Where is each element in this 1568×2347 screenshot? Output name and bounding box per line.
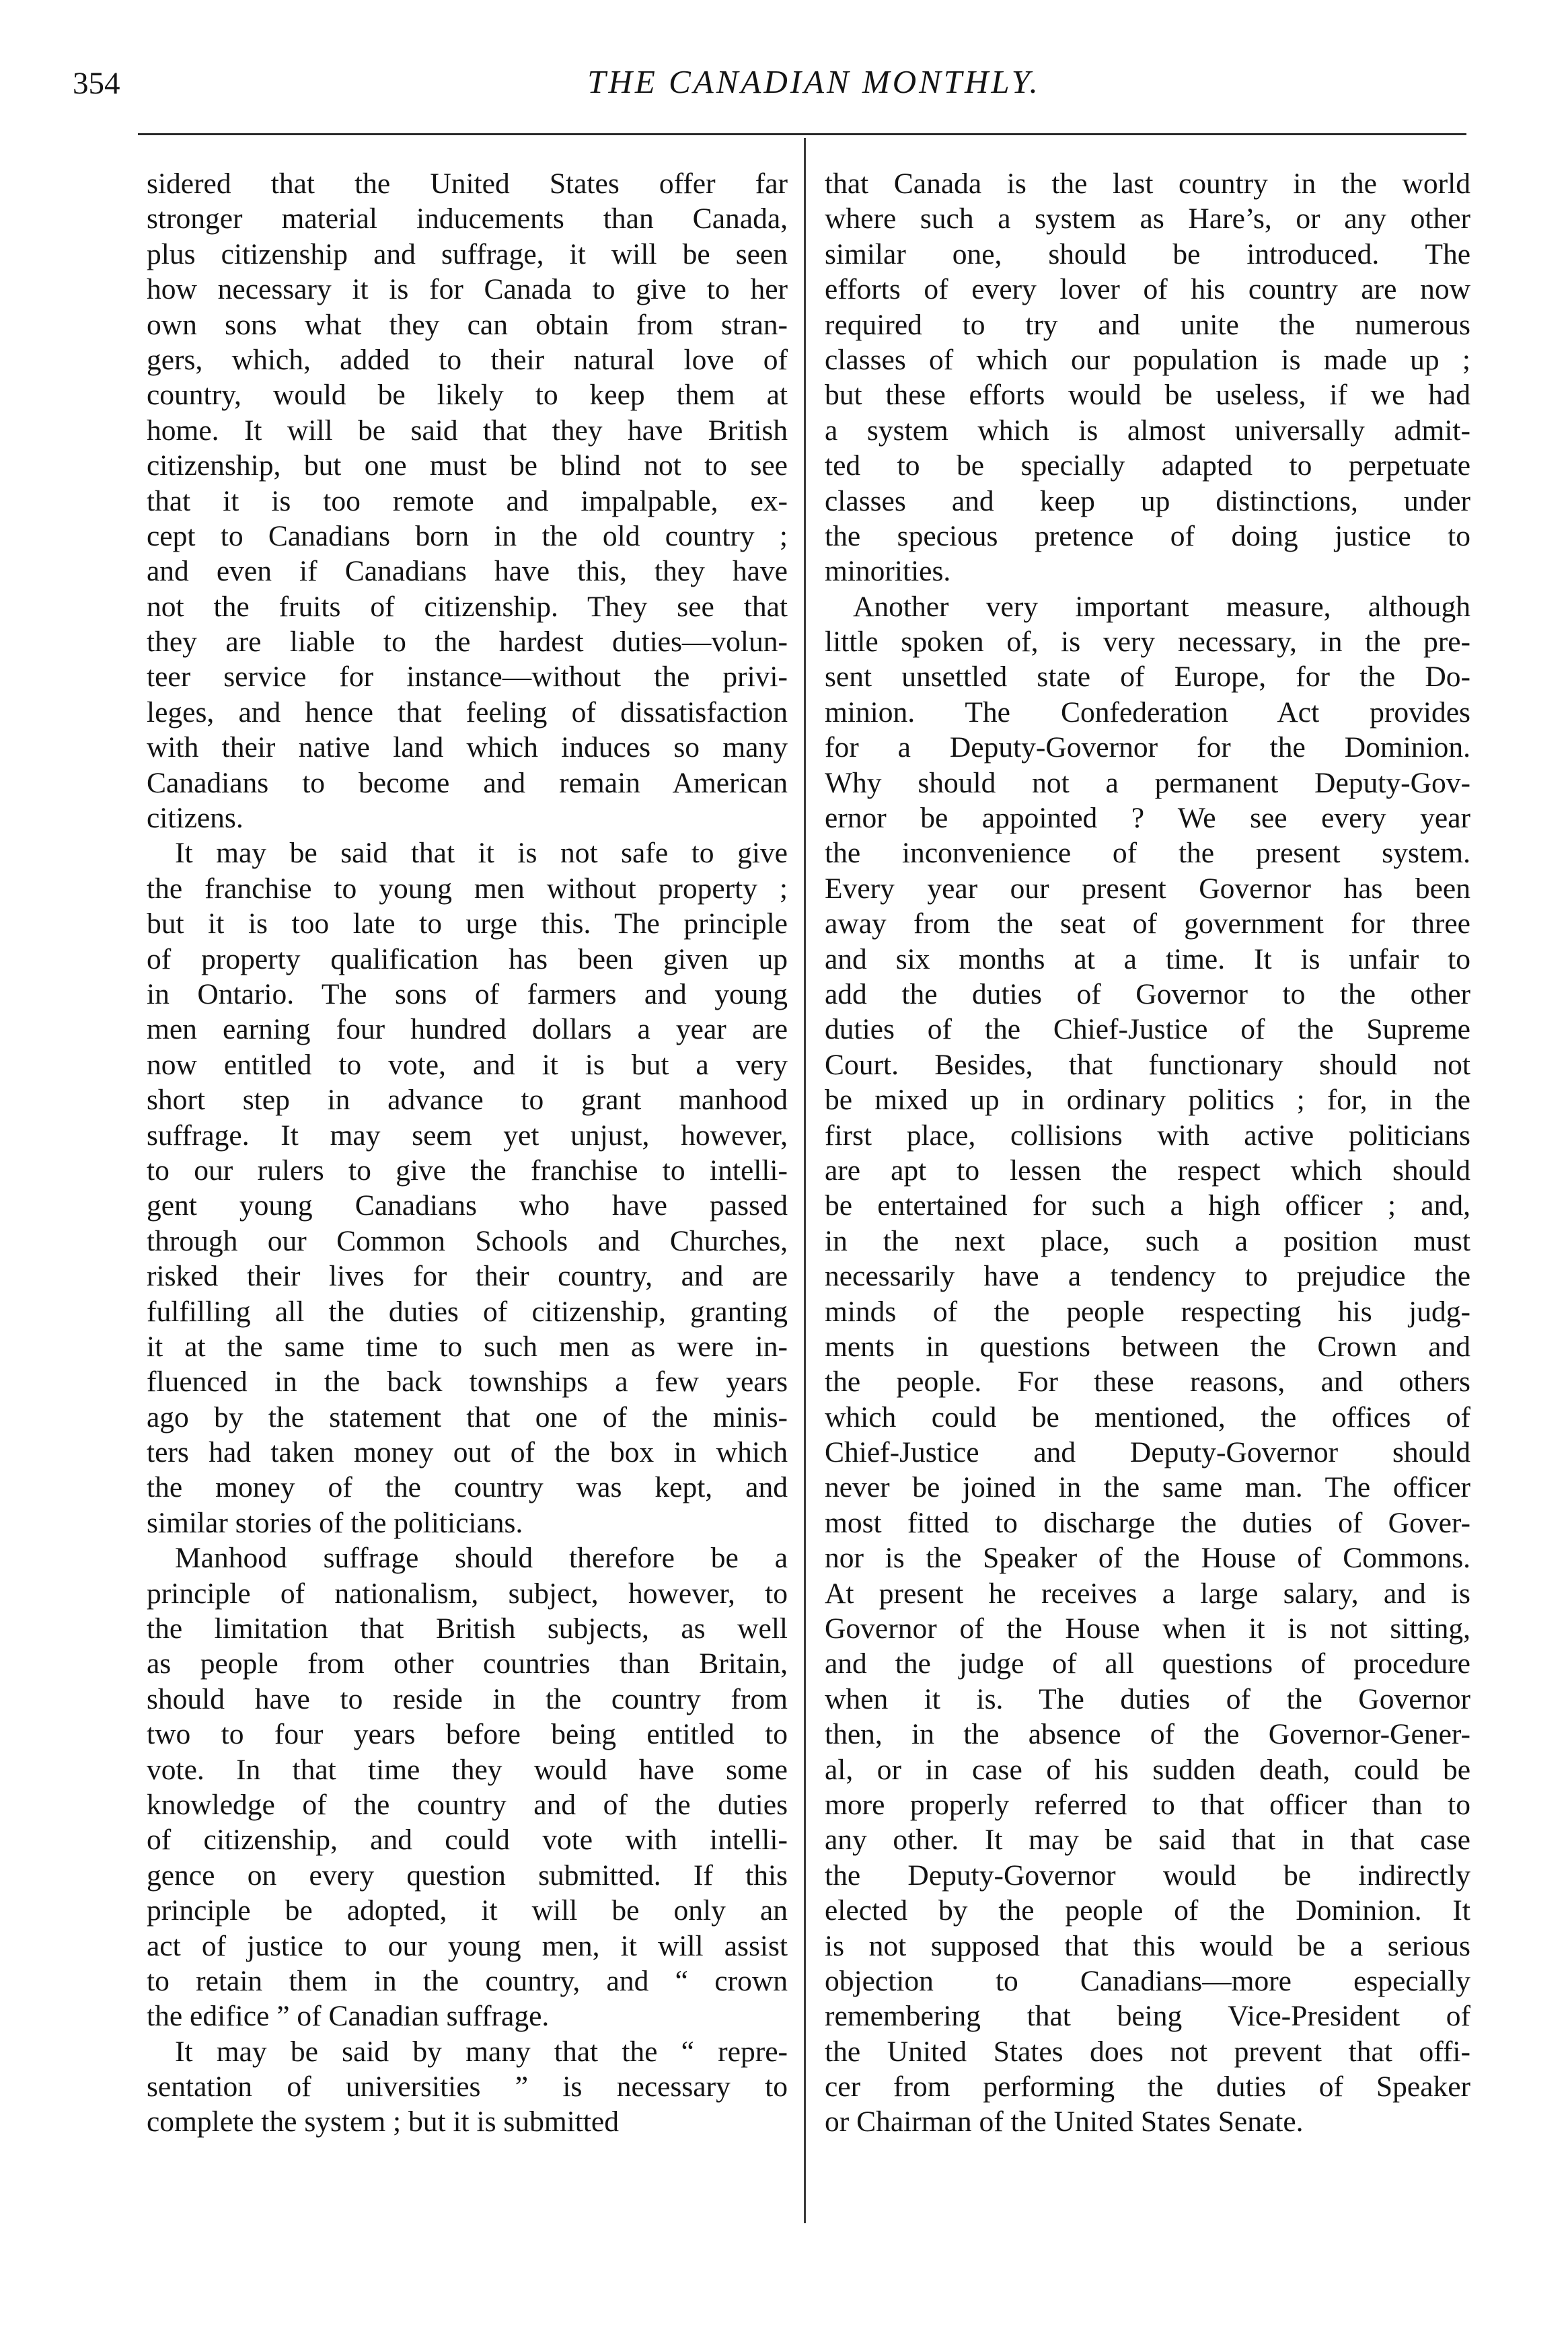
text-line: that Canada is the last country in the world — [825, 167, 1470, 200]
column-divider — [804, 138, 806, 2223]
text-line: little spoken of, is very necessary, in the pre- — [825, 626, 1470, 659]
text-line: and the judge of all questions of procedure — [825, 1647, 1470, 1680]
text-line: two to four years before being entitled to — [147, 1718, 788, 1751]
text-line: ago by the statement that one of the minis- — [147, 1401, 788, 1433]
text-line: a system which is almost universally admit- — [825, 414, 1470, 447]
text-line: similar stories of the politicians. — [147, 1506, 523, 1539]
text-line: Court. Besides, that functionary should not — [825, 1048, 1470, 1081]
text-line: plus citizenship and suffrage, it will be seen — [147, 237, 788, 270]
text-line: Every year our present Governor has been — [825, 872, 1470, 905]
text-line: ernor be appointed ? We see every year — [825, 802, 1470, 835]
text-line: fulfilling all the duties of citizenship, granting — [147, 1295, 788, 1328]
text-line: act of justice to our young men, it will assist — [147, 1929, 788, 1962]
running-title: THE CANADIAN MONTHLY. — [587, 63, 1041, 100]
text-line: teer service for instance—without the privi- — [147, 661, 788, 694]
text-line: in the next place, such a position must — [825, 1224, 1470, 1257]
text-line: be mixed up in ordinary politics ; for, in the — [825, 1084, 1470, 1117]
text-line: of citizenship, and could vote with intelli- — [147, 1824, 788, 1857]
text-line: Governor of the House when it is not sitting, — [825, 1612, 1470, 1645]
text-line: nor is the Speaker of the House of Commons. — [825, 1542, 1470, 1575]
text-line: then, in the absence of the Governor-Gener- — [825, 1718, 1470, 1751]
text-line: how necessary it is for Canada to give to her — [147, 273, 788, 306]
text-line: risked their lives for their country, and are — [147, 1260, 788, 1293]
text-line: the Deputy-Governor would be indirectly — [825, 1859, 1470, 1892]
text-line: knowledge of the country and of the duties — [147, 1788, 788, 1821]
text-line: but it is too late to urge this. The principle — [147, 907, 788, 940]
right-column — [825, 166, 1470, 2140]
text-line: men earning four hundred dollars a year are — [147, 1013, 788, 1046]
text-line: through our Common Schools and Churches, — [147, 1224, 788, 1257]
text-line: home. It will be said that they have British — [147, 414, 788, 447]
text-line: minion. The Confederation Act provides — [825, 696, 1470, 729]
text-line: gent young Canadians who have passed — [147, 1189, 788, 1222]
text-line: gence on every question submitted. If this — [147, 1859, 788, 1892]
text-line: now entitled to vote, and it is but a very — [147, 1048, 788, 1081]
text-line: classes and keep up distinctions, under — [825, 484, 1470, 517]
text-line: it at the same time to such men as were in- — [147, 1330, 788, 1363]
text-line: are apt to lessen the respect which should — [825, 1154, 1470, 1187]
text-line: be entertained for such a high officer ; and, — [825, 1189, 1470, 1222]
text-line: most fitted to discharge the duties of Gover- — [825, 1506, 1470, 1539]
text-line: Canadians to become and remain American — [147, 766, 788, 799]
text-line: country, would be likely to keep them at — [147, 379, 788, 412]
text-line: minorities. — [825, 555, 951, 588]
text-line: remembering that being Vice-President of — [825, 2000, 1470, 2033]
text-line: and six months at a time. It is unfair to — [825, 942, 1470, 975]
text-line: Another very important measure, although — [853, 590, 1470, 623]
text-line: Chief-Justice and Deputy-Governor should — [825, 1436, 1470, 1469]
text-line: At present he receives a large salary, and is — [825, 1577, 1470, 1610]
text-line: suffrage. It may seem yet unjust, however, — [147, 1119, 788, 1152]
text-line: efforts of every lover of his country are now — [825, 273, 1470, 306]
text-line: when it is. The duties of the Governor — [825, 1682, 1470, 1715]
text-line: citizens. — [147, 802, 244, 835]
text-line: and even if Canadians have this, they have — [147, 555, 788, 588]
text-line: first place, collisions with active politicians — [825, 1119, 1470, 1152]
text-line: ters had taken money out of the box in which — [147, 1436, 788, 1469]
text-line: cer from performing the duties of Speaker — [825, 2071, 1470, 2103]
text-line: that it is too remote and impalpable, ex- — [147, 484, 788, 517]
text-line: to our rulers to give the franchise to intelli- — [147, 1154, 788, 1187]
text-line: gers, which, added to their natural love of — [147, 343, 788, 376]
text-line: Manhood suffrage should therefore be a — [175, 1542, 788, 1575]
text-line: more properly referred to that officer than to — [825, 1788, 1470, 1821]
text-line: principle be adopted, it will be only an — [147, 1894, 788, 1927]
text-line: ments in questions between the Crown and — [825, 1330, 1470, 1363]
text-line: duties of the Chief-Justice of the Supreme — [825, 1013, 1470, 1046]
text-line: classes of which our population is made up ; — [825, 343, 1470, 376]
text-line: sidered that the United States offer far — [147, 167, 788, 200]
text-line: with their native land which induces so many — [147, 731, 788, 764]
text-line: cept to Canadians born in the old country ; — [147, 519, 788, 552]
text-line: the limitation that British subjects, as well — [147, 1612, 788, 1645]
text-line: the money of the country was kept, and — [147, 1471, 788, 1504]
text-line: of property qualification has been given up — [147, 942, 788, 975]
text-line: or Chairman of the United States Senate. — [825, 2106, 1304, 2138]
text-line: objection to Canadians—more especially — [825, 1964, 1470, 1997]
text-line: the people. For these reasons, and others — [825, 1366, 1470, 1399]
text-line: short step in advance to grant manhood — [147, 1084, 788, 1117]
text-line: minds of the people respecting his judg- — [825, 1295, 1470, 1328]
text-line: the edifice ” of Canadian suffrage. — [147, 2000, 550, 2033]
text-line: complete the system ; but it is submitted — [147, 2106, 619, 2138]
text-line: vote. In that time they would have some — [147, 1753, 788, 1786]
text-line: any other. It may be said that in that case — [825, 1824, 1470, 1857]
text-line: is not supposed that this would be a serious — [825, 1929, 1470, 1962]
text-line: but these efforts would be useless, if we had — [825, 379, 1470, 412]
text-line: not the fruits of citizenship. They see that — [147, 590, 788, 623]
text-line: in Ontario. The sons of farmers and young — [147, 977, 788, 1010]
text-line: leges, and hence that feeling of dissatisfaction — [147, 696, 788, 729]
text-line: necessarily have a tendency to prejudice the — [825, 1260, 1470, 1293]
text-line: to retain them in the country, and “ crown — [147, 1964, 788, 1997]
text-line: the franchise to young men without property ; — [147, 872, 788, 905]
text-line: as people from other countries than Britain, — [147, 1647, 788, 1680]
text-line: add the duties of Governor to the other — [825, 977, 1470, 1010]
text-line: citizenship, but one must be blind not to see — [147, 449, 788, 482]
text-line: which could be mentioned, the offices of — [825, 1401, 1470, 1433]
text-line: away from the seat of government for three — [825, 907, 1470, 940]
text-line: where such a system as Hare’s, or any other — [825, 202, 1470, 235]
text-line: should have to reside in the country from — [147, 1682, 788, 1715]
text-line: similar one, should be introduced. The — [825, 237, 1470, 270]
text-line: ted to be specially adapted to perpetuate — [825, 449, 1470, 482]
text-line: they are liable to the hardest duties—volun- — [147, 626, 788, 659]
text-line: al, or in case of his sudden death, could be — [825, 1753, 1470, 1786]
text-line: the inconvenience of the present system. — [825, 837, 1470, 870]
text-line: fluenced in the back townships a few years — [147, 1366, 788, 1399]
text-line: required to try and unite the numerous — [825, 308, 1470, 341]
text-line: own sons what they can obtain from stran- — [147, 308, 788, 341]
text-line: never be joined in the same man. The officer — [825, 1471, 1470, 1504]
header-rule — [138, 133, 1466, 135]
text-line: for a Deputy-Governor for the Dominion. — [825, 731, 1470, 764]
text-line: the United States does not prevent that offi- — [825, 2035, 1470, 2068]
left-column — [147, 166, 788, 2140]
text-line: sentation of universities ” is necessary to — [147, 2071, 788, 2103]
text-line: elected by the people of the Dominion. It — [825, 1894, 1470, 1927]
page-number: 354 — [73, 66, 120, 101]
text-line: Why should not a permanent Deputy-Gov- — [825, 766, 1470, 799]
text-line: the specious pretence of doing justice to — [825, 519, 1470, 552]
text-line: stronger material inducements than Canada, — [147, 202, 788, 235]
text-line: It may be said that it is not safe to give — [175, 837, 788, 870]
text-line: It may be said by many that the “ repre- — [175, 2035, 788, 2068]
text-line: sent unsettled state of Europe, for the Do- — [825, 661, 1470, 694]
text-line: principle of nationalism, subject, however, to — [147, 1577, 788, 1610]
